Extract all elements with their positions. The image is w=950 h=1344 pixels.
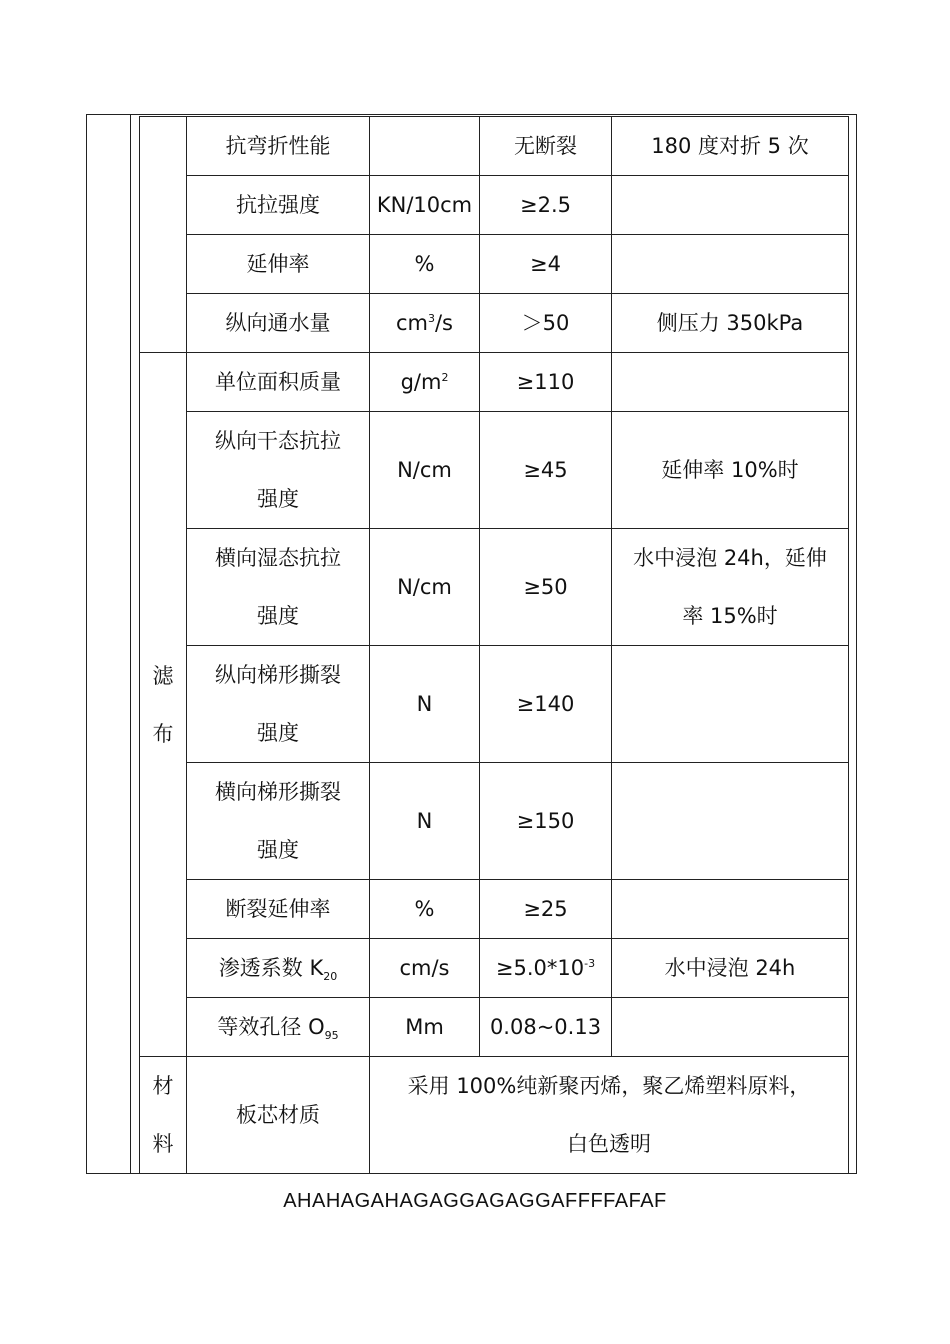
footer-code-text: AHAHAGAHAGAGGAGAGGAFFFFAFAF — [283, 1190, 667, 1212]
item-name: 延伸率 — [187, 235, 370, 294]
section-label-filter — [140, 353, 187, 1057]
item-name: 板芯材质 — [187, 1057, 370, 1174]
table-row — [140, 1057, 849, 1174]
unit-cell: % — [370, 880, 480, 939]
value-cell: ≥140 — [480, 646, 612, 763]
note-cell — [612, 880, 849, 939]
unit-cell — [370, 294, 480, 353]
unit-base: g/m — [400, 370, 442, 394]
unit-tail: /s — [434, 311, 454, 335]
note-cell — [612, 763, 849, 880]
item-line: 强度 — [257, 838, 299, 862]
table-row — [140, 353, 849, 412]
section-label-char: 料 — [152, 1132, 174, 1156]
unit-superscript: 2 — [441, 371, 449, 384]
value-superscript: -3 — [584, 957, 596, 970]
item-subscript: 20 — [323, 970, 338, 984]
outer-column-line — [130, 114, 131, 1174]
unit-superscript: 3 — [427, 312, 435, 325]
section-label-char: 材 — [152, 1074, 174, 1098]
item-subscript: 95 — [324, 1029, 339, 1043]
item-name — [187, 412, 370, 529]
note-line: 水中浸泡 24h，延伸 — [633, 546, 827, 570]
table-row — [140, 939, 849, 998]
item-name — [187, 763, 370, 880]
item-name — [187, 646, 370, 763]
note-cell — [612, 646, 849, 763]
note-cell: 延伸率 10%时 — [612, 412, 849, 529]
item-name — [187, 998, 370, 1057]
value-cell: ≥2.5 — [480, 176, 612, 235]
unit-cell: N — [370, 763, 480, 880]
table-row — [140, 763, 849, 880]
unit-cell: KN/10cm — [370, 176, 480, 235]
value-cell: ≥25 — [480, 880, 612, 939]
item-line: 纵向梯形撕裂 — [215, 663, 341, 687]
unit-cell — [370, 353, 480, 412]
section-label-material — [140, 1057, 187, 1174]
value-cell: 无断裂 — [480, 117, 612, 176]
value-cell — [480, 939, 612, 998]
unit-cell — [370, 117, 480, 176]
item-name: 纵向通水量 — [187, 294, 370, 353]
table-row — [140, 235, 849, 294]
unit-cell: N/cm — [370, 529, 480, 646]
unit-base: cm — [395, 311, 428, 335]
note-cell: 水中浸泡 24h — [612, 939, 849, 998]
table-row — [140, 529, 849, 646]
note-cell — [612, 235, 849, 294]
value-cell: ≥110 — [480, 353, 612, 412]
note-cell — [612, 998, 849, 1057]
item-name: 抗弯折性能 — [187, 117, 370, 176]
section-label-char: 滤 — [152, 663, 174, 688]
item-line: 强度 — [257, 487, 299, 511]
value-cell: ≥4 — [480, 235, 612, 294]
table-row — [140, 117, 849, 176]
table-row — [140, 998, 849, 1057]
unit-cell: Mm — [370, 998, 480, 1057]
note-cell — [612, 529, 849, 646]
value-cell: ≥50 — [480, 529, 612, 646]
note-cell: 侧压力 350kPa — [612, 294, 849, 353]
value-cell: 0.08~0.13 — [480, 998, 612, 1057]
spec-table — [139, 116, 849, 1174]
item-name — [187, 529, 370, 646]
item-line: 强度 — [257, 721, 299, 745]
item-line: 横向湿态抗拉 — [215, 546, 341, 570]
item-name: 断裂延伸率 — [187, 880, 370, 939]
item-line: 纵向干态抗拉 — [215, 429, 341, 453]
value-base: ≥5.0*10 — [495, 956, 585, 980]
table-row — [140, 880, 849, 939]
value-cell: ＞50 — [480, 294, 612, 353]
description-line: 采用 100%纯新聚丙烯，聚乙烯塑料原料， — [407, 1074, 811, 1098]
value-cell: ≥45 — [480, 412, 612, 529]
table-row — [140, 294, 849, 353]
item-name: 单位面积质量 — [187, 353, 370, 412]
item-line: 横向梯形撕裂 — [215, 780, 341, 804]
table-row — [140, 176, 849, 235]
note-cell: 180 度对折 5 次 — [612, 117, 849, 176]
unit-cell: cm/s — [370, 939, 480, 998]
section-label-empty — [140, 117, 187, 353]
table-row — [140, 412, 849, 529]
note-line: 率 15%时 — [682, 604, 778, 628]
note-cell — [612, 176, 849, 235]
item-base: 等效孔径 O — [217, 1015, 325, 1039]
section-label-char: 布 — [152, 721, 174, 746]
unit-cell: % — [370, 235, 480, 294]
material-description — [370, 1057, 849, 1174]
description-line: 白色透明 — [567, 1132, 651, 1156]
unit-cell: N/cm — [370, 412, 480, 529]
table-row — [140, 646, 849, 763]
item-line: 强度 — [257, 604, 299, 628]
unit-cell: N — [370, 646, 480, 763]
item-name — [187, 939, 370, 998]
note-cell — [612, 353, 849, 412]
item-name: 抗拉强度 — [187, 176, 370, 235]
value-cell: ≥150 — [480, 763, 612, 880]
item-base: 渗透系数 K — [218, 956, 324, 980]
